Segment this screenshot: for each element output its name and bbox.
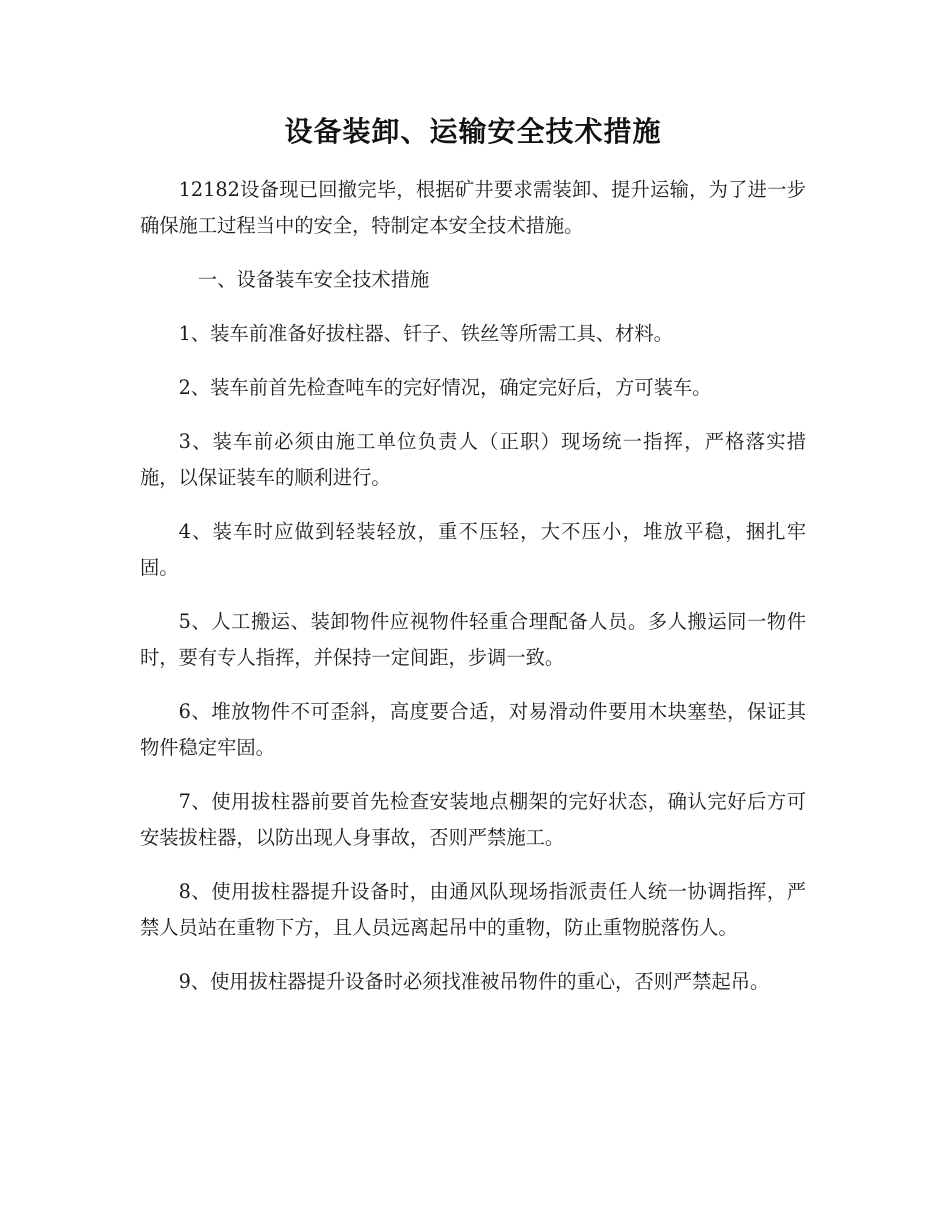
document-page xyxy=(140,112,806,1018)
intro-paragraph: 12182设备现已回撤完毕，根据矿井要求需装卸、提升运输，为了进一步确保施工过程当中的安全，特制定本安全技术措施。 xyxy=(140,178,806,237)
list-item: 8、使用拔柱器提升设备时，由通风队现场指派责任人统一协调指挥，严禁人员站在重物下方，且人员远离起吊中的重物，防止重物脱落伤人。 xyxy=(140,880,806,939)
list-item: 5、人工搬运、装卸物件应视物件轻重合理配备人员。多人搬运同一物件时，要有专人指挥，并保持一定间距，步调一致。 xyxy=(140,610,806,669)
document-title: 设备装卸、运输安全技术措施 xyxy=(284,115,662,148)
list-item: 9、使用拔柱器提升设备时必须找准被吊物件的重心，否则严禁起吊。 xyxy=(178,970,770,993)
list-item: 6、堆放物件不可歪斜，高度要合适，对易滑动件要用木块塞垫，保证其物件稳定牢固。 xyxy=(140,700,806,759)
list-item: 3、装车前必须由施工单位负责人（正职）现场统一指挥，严格落实措施，以保证装车的顺利进行。 xyxy=(140,430,806,489)
list-item: 4、装车时应做到轻装轻放，重不压轻，大不压小，堆放平稳，捆扎牢固。 xyxy=(140,520,806,579)
section-heading: 一、设备装车安全技术措施 xyxy=(197,268,430,291)
list-item: 2、装车前首先检查吨车的完好情况，确定完好后，方可装车。 xyxy=(178,376,712,399)
list-item: 1、装车前准备好拔柱器、钎子、铁丝等所需工具、材料。 xyxy=(178,322,673,345)
list-item: 7、使用拔柱器前要首先检查安装地点棚架的完好状态，确认完好后方可安装拔柱器，以防出现人身事故，否则严禁施工。 xyxy=(140,790,806,849)
